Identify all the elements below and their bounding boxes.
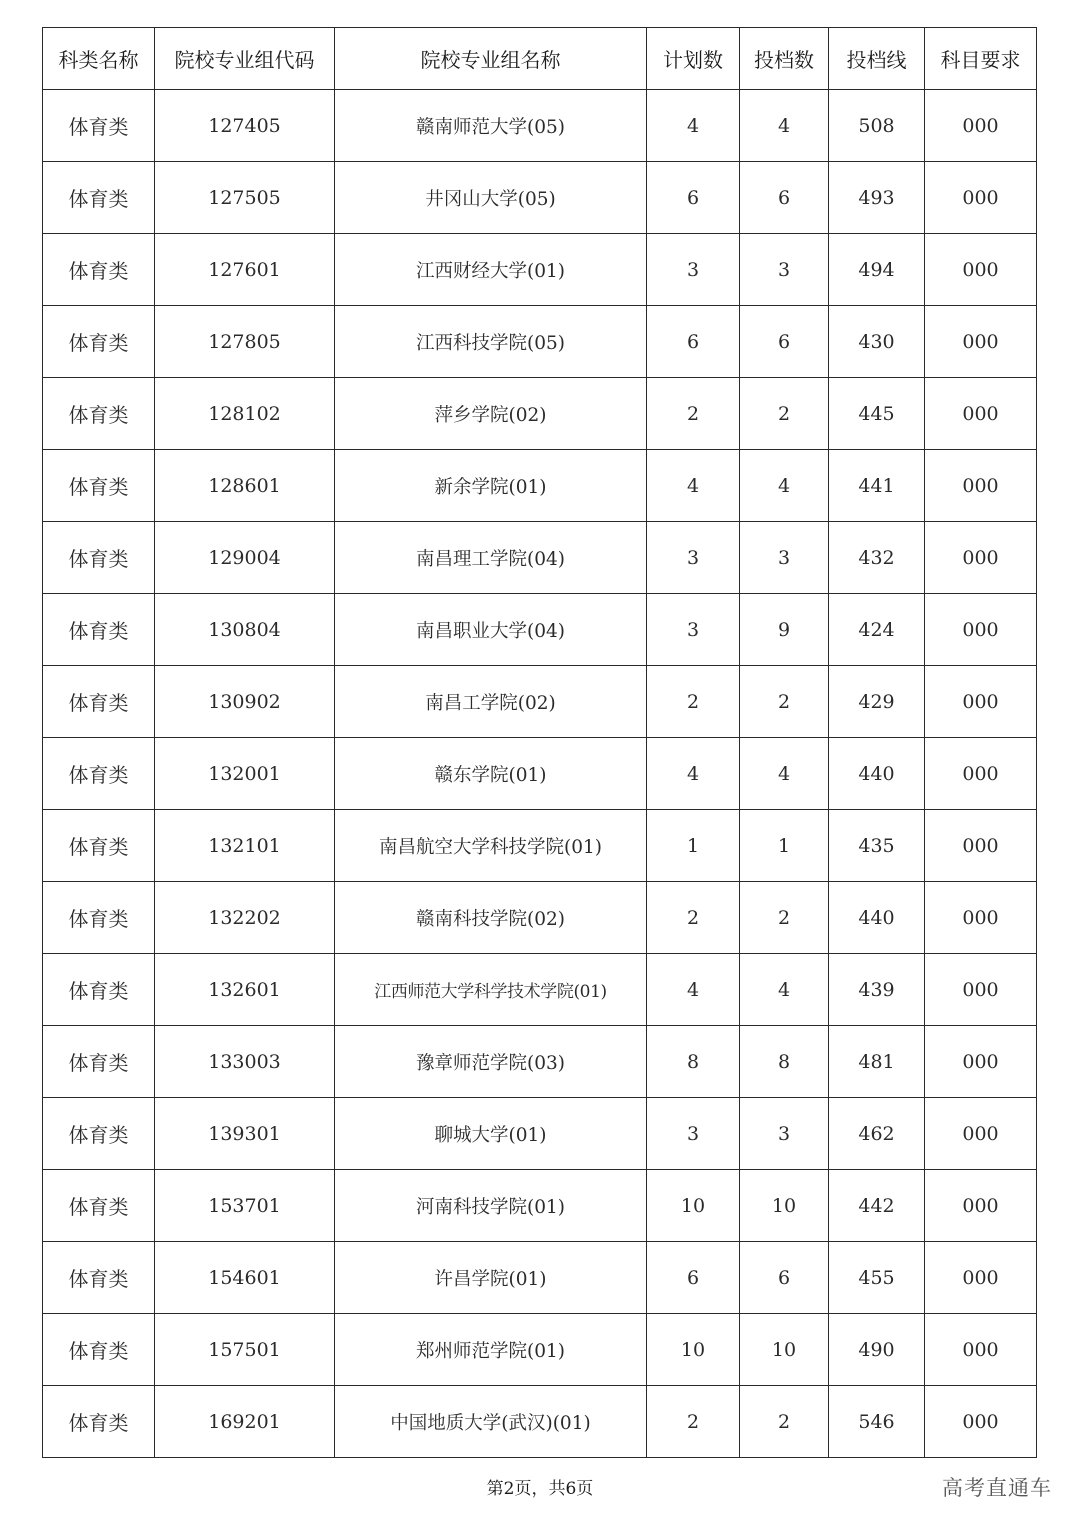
- cell-plan-count: 6: [647, 306, 740, 378]
- cell-category: 体育类: [43, 1170, 155, 1242]
- cell-subject-requirement: 000: [925, 90, 1037, 162]
- cell-admitted-count: 4: [740, 738, 829, 810]
- cell-group-code: 130804: [155, 594, 335, 666]
- cell-plan-count: 4: [647, 450, 740, 522]
- cell-group-code: 132101: [155, 810, 335, 882]
- cell-plan-count: 10: [647, 1170, 740, 1242]
- cell-plan-count: 8: [647, 1026, 740, 1098]
- cell-group-name: 南昌职业大学(04): [335, 594, 647, 666]
- cell-plan-count: 3: [647, 594, 740, 666]
- cell-group-name: 赣东学院(01): [335, 738, 647, 810]
- cell-group-name: 赣南科技学院(02): [335, 882, 647, 954]
- cell-group-code: 133003: [155, 1026, 335, 1098]
- cell-admitted-count: 4: [740, 954, 829, 1026]
- cell-plan-count: 2: [647, 666, 740, 738]
- cell-subject-requirement: 000: [925, 234, 1037, 306]
- cell-admitted-count: 8: [740, 1026, 829, 1098]
- table-row: [43, 954, 1037, 1026]
- cell-subject-requirement: 000: [925, 1098, 1037, 1170]
- cell-subject-requirement: 000: [925, 738, 1037, 810]
- cell-group-code: 127601: [155, 234, 335, 306]
- cell-category: 体育类: [43, 90, 155, 162]
- cell-category: 体育类: [43, 306, 155, 378]
- cell-subject-requirement: 000: [925, 1242, 1037, 1314]
- cell-cutoff-score: 442: [829, 1170, 925, 1242]
- cell-group-name: 南昌理工学院(04): [335, 522, 647, 594]
- cell-subject-requirement: 000: [925, 1314, 1037, 1386]
- admission-table-container: [42, 27, 1036, 1458]
- cell-group-name: 江西科技学院(05): [335, 306, 647, 378]
- cell-cutoff-score: 435: [829, 810, 925, 882]
- table-row: [43, 1170, 1037, 1242]
- cell-group-name: 江西财经大学(01): [335, 234, 647, 306]
- cell-group-code: 153701: [155, 1170, 335, 1242]
- table-row: [43, 594, 1037, 666]
- cell-cutoff-score: 490: [829, 1314, 925, 1386]
- cell-group-code: 169201: [155, 1386, 335, 1458]
- cell-cutoff-score: 508: [829, 90, 925, 162]
- table-row: [43, 1098, 1037, 1170]
- cell-group-name: 井冈山大学(05): [335, 162, 647, 234]
- cell-cutoff-score: 445: [829, 378, 925, 450]
- table-row: [43, 882, 1037, 954]
- cell-category: 体育类: [43, 1098, 155, 1170]
- cell-group-code: 128102: [155, 378, 335, 450]
- cell-group-code: 128601: [155, 450, 335, 522]
- cell-cutoff-score: 493: [829, 162, 925, 234]
- cell-category: 体育类: [43, 954, 155, 1026]
- cell-category: 体育类: [43, 810, 155, 882]
- header-category: 科类名称: [43, 28, 155, 90]
- header-plan-count: 计划数: [647, 28, 740, 90]
- cell-plan-count: 2: [647, 882, 740, 954]
- cell-admitted-count: 2: [740, 378, 829, 450]
- cell-subject-requirement: 000: [925, 594, 1037, 666]
- table-row: [43, 1314, 1037, 1386]
- cell-admitted-count: 1: [740, 810, 829, 882]
- cell-subject-requirement: 000: [925, 378, 1037, 450]
- cell-category: 体育类: [43, 666, 155, 738]
- header-group-name: 院校专业组名称: [335, 28, 647, 90]
- cell-cutoff-score: 494: [829, 234, 925, 306]
- cell-category: 体育类: [43, 882, 155, 954]
- cell-category: 体育类: [43, 1242, 155, 1314]
- watermark-text: 高考直通车: [942, 1476, 1052, 1500]
- cell-plan-count: 10: [647, 1314, 740, 1386]
- cell-group-name: 萍乡学院(02): [335, 378, 647, 450]
- cell-group-code: 127805: [155, 306, 335, 378]
- cell-group-code: 157501: [155, 1314, 335, 1386]
- cell-category: 体育类: [43, 162, 155, 234]
- cell-cutoff-score: 440: [829, 738, 925, 810]
- table-header-row: [43, 28, 1037, 90]
- cell-subject-requirement: 000: [925, 954, 1037, 1026]
- cell-plan-count: 4: [647, 90, 740, 162]
- cell-plan-count: 4: [647, 954, 740, 1026]
- table-body: [43, 90, 1037, 1458]
- cell-cutoff-score: 430: [829, 306, 925, 378]
- header-cutoff-score: 投档线: [829, 28, 925, 90]
- cell-cutoff-score: 439: [829, 954, 925, 1026]
- cell-category: 体育类: [43, 1386, 155, 1458]
- cell-group-code: 130902: [155, 666, 335, 738]
- cell-group-code: 129004: [155, 522, 335, 594]
- cell-admitted-count: 3: [740, 522, 829, 594]
- cell-admitted-count: 9: [740, 594, 829, 666]
- cell-group-code: 132601: [155, 954, 335, 1026]
- cell-subject-requirement: 000: [925, 1026, 1037, 1098]
- cell-admitted-count: 2: [740, 882, 829, 954]
- cell-cutoff-score: 441: [829, 450, 925, 522]
- cell-admitted-count: 2: [740, 1386, 829, 1458]
- cell-cutoff-score: 546: [829, 1386, 925, 1458]
- cell-cutoff-score: 455: [829, 1242, 925, 1314]
- cell-admitted-count: 10: [740, 1170, 829, 1242]
- cell-plan-count: 2: [647, 1386, 740, 1458]
- cell-group-code: 139301: [155, 1098, 335, 1170]
- cell-plan-count: 6: [647, 1242, 740, 1314]
- cell-admitted-count: 6: [740, 306, 829, 378]
- cell-admitted-count: 10: [740, 1314, 829, 1386]
- cell-category: 体育类: [43, 1314, 155, 1386]
- cell-group-name: 中国地质大学(武汉)(01): [335, 1386, 647, 1458]
- cell-admitted-count: 4: [740, 90, 829, 162]
- cell-group-name: 赣南师范大学(05): [335, 90, 647, 162]
- cell-cutoff-score: 462: [829, 1098, 925, 1170]
- table-row: [43, 522, 1037, 594]
- cell-group-code: 154601: [155, 1242, 335, 1314]
- table-row: [43, 450, 1037, 522]
- admission-score-table: [42, 27, 1037, 1458]
- cell-cutoff-score: 440: [829, 882, 925, 954]
- table-row: [43, 666, 1037, 738]
- header-admitted-count: 投档数: [740, 28, 829, 90]
- cell-group-name: 许昌学院(01): [335, 1242, 647, 1314]
- cell-category: 体育类: [43, 1026, 155, 1098]
- cell-subject-requirement: 000: [925, 1170, 1037, 1242]
- cell-category: 体育类: [43, 522, 155, 594]
- cell-category: 体育类: [43, 450, 155, 522]
- header-group-code: 院校专业组代码: [155, 28, 335, 90]
- cell-group-name: 南昌工学院(02): [335, 666, 647, 738]
- cell-plan-count: 4: [647, 738, 740, 810]
- cell-group-name: 聊城大学(01): [335, 1098, 647, 1170]
- cell-admitted-count: 3: [740, 1098, 829, 1170]
- cell-plan-count: 2: [647, 378, 740, 450]
- cell-group-name: 河南科技学院(01): [335, 1170, 647, 1242]
- cell-plan-count: 6: [647, 162, 740, 234]
- cell-subject-requirement: 000: [925, 810, 1037, 882]
- cell-group-name: 郑州师范学院(01): [335, 1314, 647, 1386]
- table-row: [43, 1242, 1037, 1314]
- cell-group-code: 127405: [155, 90, 335, 162]
- cell-cutoff-score: 432: [829, 522, 925, 594]
- cell-group-name: 江西师范大学科学技术学院(01): [335, 954, 647, 1026]
- page-indicator: 第2页，共6页: [486, 1479, 594, 1499]
- table-row: [43, 90, 1037, 162]
- cell-category: 体育类: [43, 234, 155, 306]
- cell-plan-count: 3: [647, 522, 740, 594]
- cell-plan-count: 3: [647, 1098, 740, 1170]
- cell-admitted-count: 6: [740, 1242, 829, 1314]
- cell-plan-count: 3: [647, 234, 740, 306]
- cell-admitted-count: 4: [740, 450, 829, 522]
- cell-subject-requirement: 000: [925, 162, 1037, 234]
- table-row: [43, 738, 1037, 810]
- table-row: [43, 1386, 1037, 1458]
- table-row: [43, 810, 1037, 882]
- cell-subject-requirement: 000: [925, 666, 1037, 738]
- table-row: [43, 1026, 1037, 1098]
- cell-cutoff-score: 429: [829, 666, 925, 738]
- cell-admitted-count: 3: [740, 234, 829, 306]
- cell-group-code: 132202: [155, 882, 335, 954]
- cell-category: 体育类: [43, 738, 155, 810]
- table-row: [43, 306, 1037, 378]
- header-subject-requirement: 科目要求: [925, 28, 1037, 90]
- cell-group-code: 127505: [155, 162, 335, 234]
- cell-cutoff-score: 481: [829, 1026, 925, 1098]
- cell-group-code: 132001: [155, 738, 335, 810]
- table-row: [43, 234, 1037, 306]
- table-row: [43, 378, 1037, 450]
- cell-group-name: 豫章师范学院(03): [335, 1026, 647, 1098]
- cell-subject-requirement: 000: [925, 450, 1037, 522]
- cell-plan-count: 1: [647, 810, 740, 882]
- cell-category: 体育类: [43, 378, 155, 450]
- cell-cutoff-score: 424: [829, 594, 925, 666]
- cell-group-name: 南昌航空大学科技学院(01): [335, 810, 647, 882]
- cell-subject-requirement: 000: [925, 306, 1037, 378]
- cell-group-name: 新余学院(01): [335, 450, 647, 522]
- cell-admitted-count: 6: [740, 162, 829, 234]
- cell-subject-requirement: 000: [925, 522, 1037, 594]
- cell-subject-requirement: 000: [925, 1386, 1037, 1458]
- cell-category: 体育类: [43, 594, 155, 666]
- table-row: [43, 162, 1037, 234]
- cell-admitted-count: 2: [740, 666, 829, 738]
- cell-subject-requirement: 000: [925, 882, 1037, 954]
